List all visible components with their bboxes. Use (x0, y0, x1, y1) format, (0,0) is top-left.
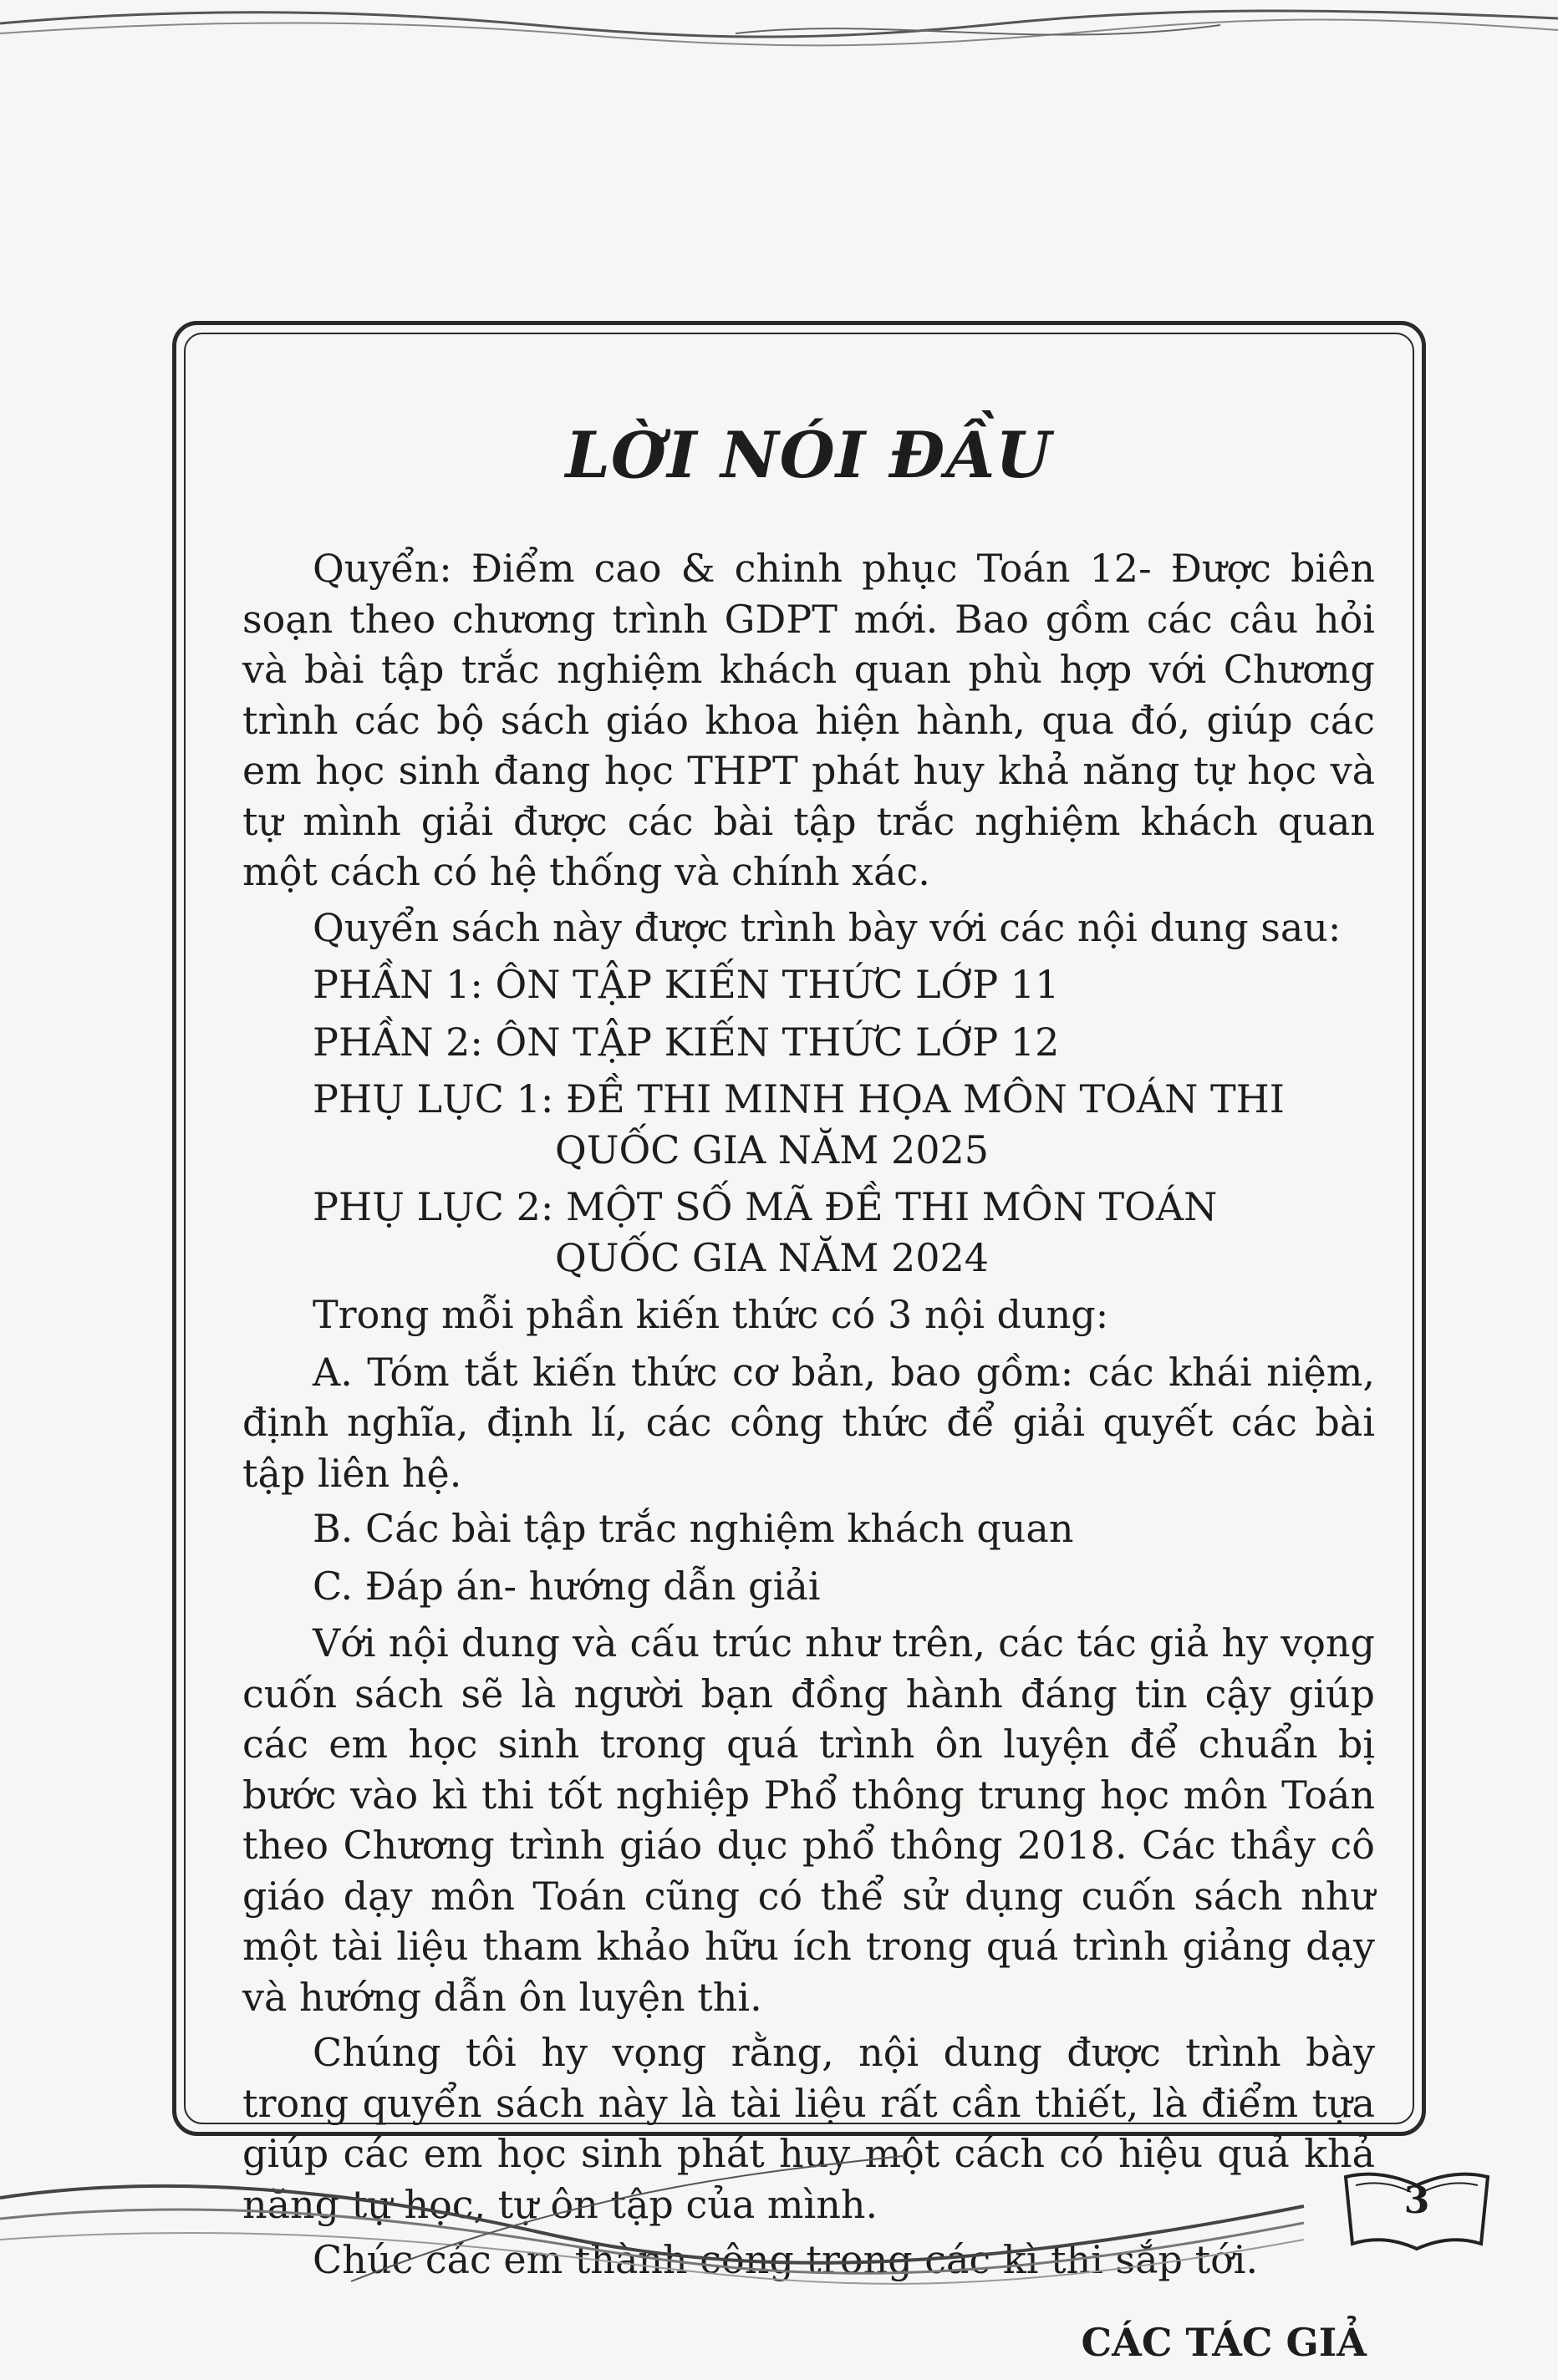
appendix-1-item (242, 1074, 1375, 1175)
sections-intro: Trong mỗi phần kiến thức có 3 nội dung: (313, 1292, 1109, 1337)
page-number: 3 (1403, 2179, 1430, 2222)
appendix-1-line-2: QUỐC GIA NĂM 2025 (555, 1126, 990, 1172)
intro-paragraph: Quyển: Điểm cao & chinh phục Toán 12- Được biên soạn theo chương trình GDPT mới. Bao gồm các câu hỏi và bài tập trắc nghiệm khách quan phù hợp với Chương trình các bộ sách giáo khoa hiện hành, qua đó, giúp các em học sinh đang học THPT phát huy khả năng tự học và tự mình giải được các bài tập trắc nghiệm khách quan một cách có hệ thống và chính xác. (242, 546, 1375, 894)
hope-paragraph: Chúng tôi hy vọng rằng, nội dung được trình bày trong quyển sách này là tài liệu rất cần thiết, là điểm tựa giúp các em học sinh phát huy một cách có hiệu quả khả năng tự học, tự ôn tập của mình. (242, 2030, 1375, 2227)
page-title: LỜI NÓI ĐẦU (565, 418, 1052, 492)
appendix-1-line-1: PHỤ LỤC 1: ĐỀ THI MINH HỌA MÔN TOÁN THI (313, 1076, 1285, 1121)
top-wave-ornament (0, 0, 1558, 75)
appendix-2-item (242, 1182, 1375, 1283)
section-c-item: C. Đáp án- hướng dẫn giải (313, 1563, 821, 1609)
part-1-item: PHẦN 1: ÔN TẬP KIẾN THỨC LỚP 11 (313, 962, 1060, 1007)
appendix-2-line-1: PHỤ LỤC 2: MỘT SỐ MÃ ĐỀ THI MÔN TOÁN (313, 1184, 1218, 1229)
section-b-item: B. Các bài tập trắc nghiệm khách quan (313, 1506, 1074, 1551)
purpose-paragraph: Với nội dung và cấu trúc như trên, các tác giả hy vọng cuốn sách sẽ là người bạn đồng hành đáng tin cậy giúp các em học sinh trong quá trình ôn luyện để chuẩn bị bước vào kì thi tốt nghiệp Phổ thông trung học môn Toán theo Chương trình giáo dục phổ thông 2018. Các thầy cô giáo dạy môn Toán cũng có thể sử dụng cuốn sách như một tài liệu tham khảo hữu ích trong quá trình giảng dạy và hướng dẫn ôn luyện thi. (242, 1620, 1375, 2020)
wish-paragraph: Chúc các em thành công trong các kì thi sắp tới. (313, 2237, 1259, 2282)
appendix-2-line-2: QUỐC GIA NĂM 2024 (555, 1234, 990, 1280)
section-a-item: A. Tóm tắt kiến thức cơ bản, bao gồm: các khái niệm, định nghĩa, định lí, các công thức để giải quyết các bài tập liên hệ. (242, 1349, 1375, 1496)
signature: CÁC TÁC GIẢ (1081, 2319, 1367, 2365)
part-2-item: PHẦN 2: ÔN TẬP KIẾN THỨC LỚP 12 (313, 1019, 1060, 1065)
contents-intro: Quyển sách này được trình bày với các nội dung sau: (313, 904, 1342, 950)
preface-content (242, 418, 1375, 2367)
